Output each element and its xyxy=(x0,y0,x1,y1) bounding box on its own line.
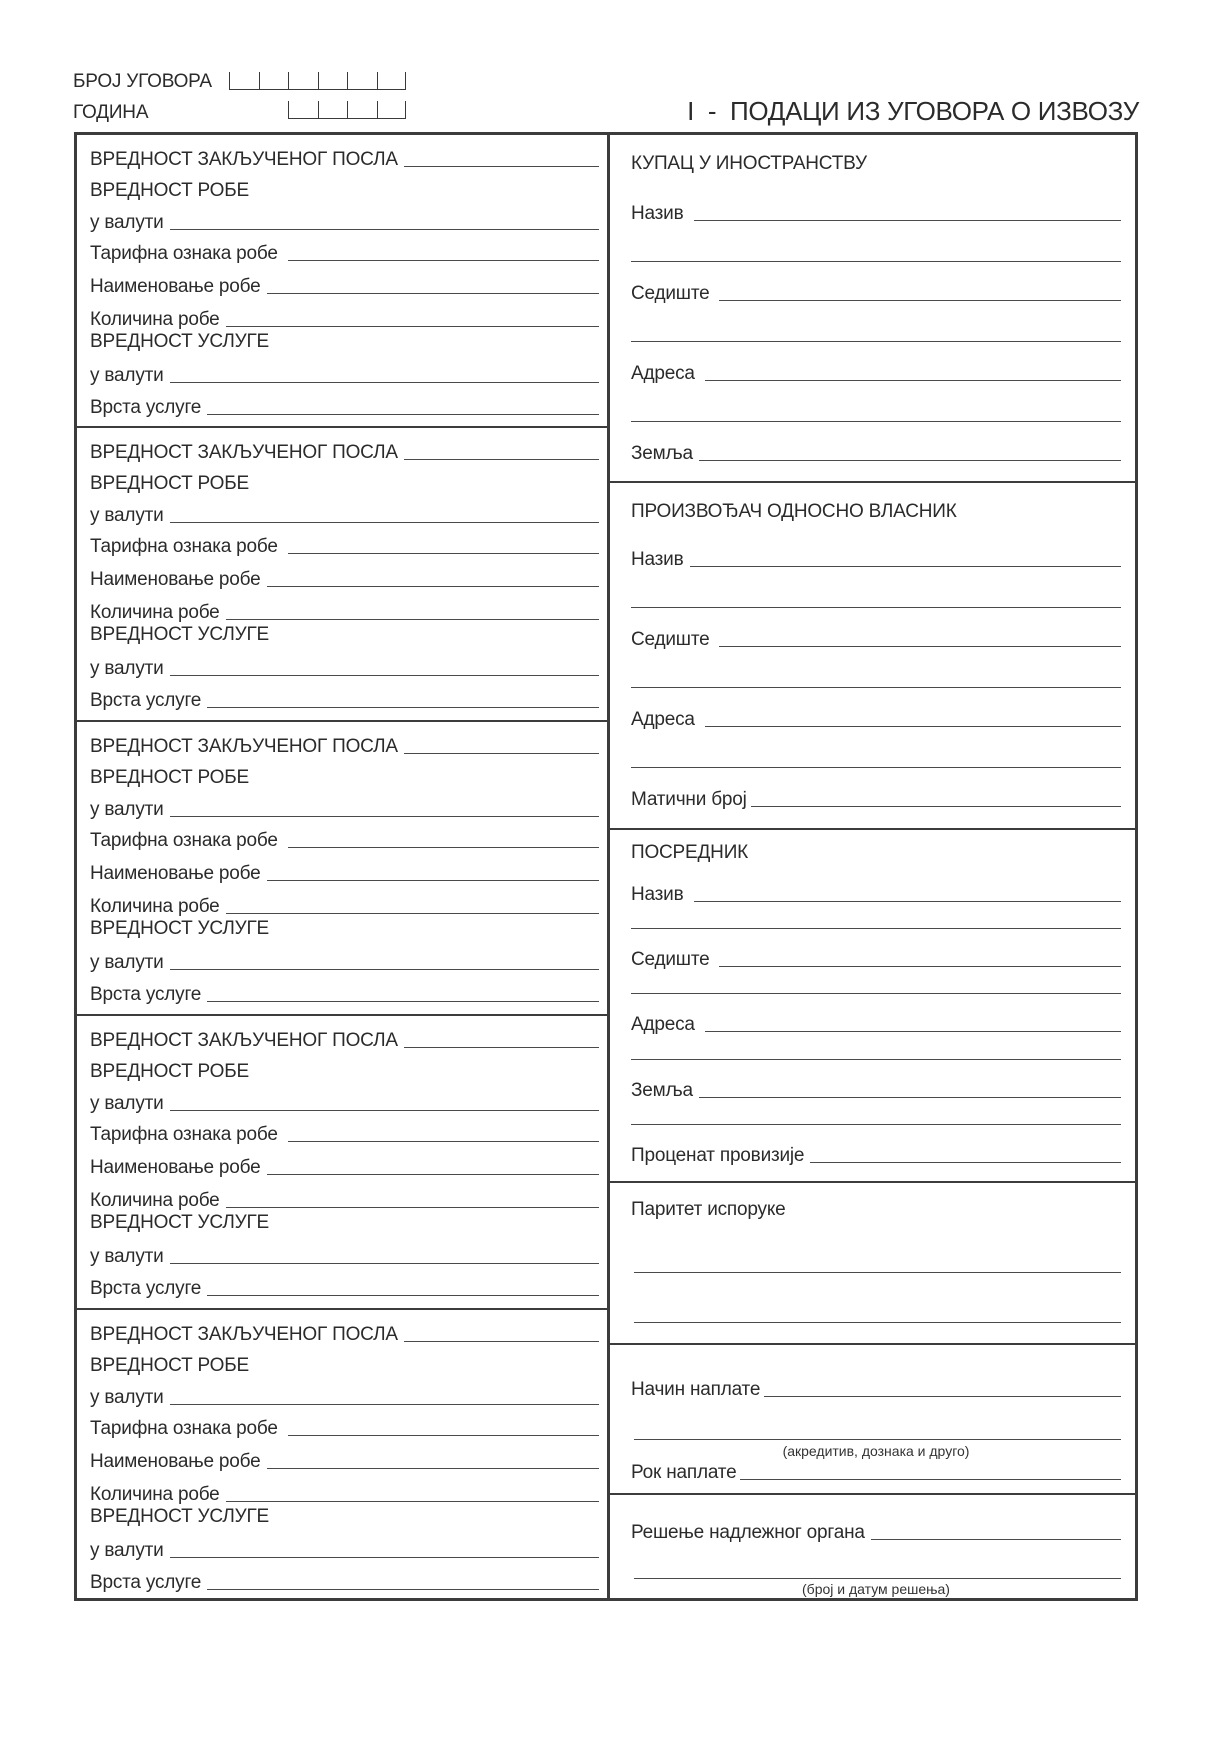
value-block-4 xyxy=(77,1016,607,1310)
goods-value-label: ВРЕДНОСТ РОБЕ xyxy=(90,767,249,788)
buyer-name-field-line2[interactable] xyxy=(631,261,1121,262)
producer-address-field-line2[interactable] xyxy=(631,767,1121,768)
value-block-3 xyxy=(77,722,607,1016)
goods-value-label: ВРЕДНОСТ РОБЕ xyxy=(90,180,249,201)
buyer-seat-field-line2[interactable] xyxy=(631,341,1121,342)
producer-heading: ПРОИЗВОЂАЧ ОДНОСНО ВЛАСНИК xyxy=(631,501,957,522)
tariff-code-label: Тарифна ознака робе xyxy=(90,830,278,851)
payment-term-field[interactable] xyxy=(740,1479,1121,1480)
authority-decision-label: Решење надлежног органа xyxy=(631,1522,865,1543)
value-block-1 xyxy=(77,135,607,428)
goods-value-label: ВРЕДНОСТ РОБЕ xyxy=(90,1061,249,1082)
producer-seat-label: Седиште xyxy=(631,629,710,650)
service-currency-field[interactable] xyxy=(170,675,599,676)
producer-seat-field-line2[interactable] xyxy=(631,687,1121,688)
delivery-parity-label: Паритет испоруке xyxy=(631,1199,786,1220)
producer-name-label: Назив xyxy=(631,549,684,570)
form-frame xyxy=(74,132,1138,1601)
tariff-code-label: Тарифна ознака робе xyxy=(90,536,278,557)
goods-quantity-label: Количина робе xyxy=(90,896,220,917)
goods-name-label: Наименовање робе xyxy=(90,1451,261,1472)
goods-currency-field[interactable] xyxy=(170,1110,599,1111)
tariff-code-field[interactable] xyxy=(288,1141,599,1142)
page-title: I - ПОДАЦИ ИЗ УГОВОРА О ИЗВОЗУ xyxy=(687,96,1139,126)
intermediary-heading: ПОСРЕДНИК xyxy=(631,842,749,863)
authority-decision-section xyxy=(609,1495,1135,1599)
year-digit[interactable] xyxy=(288,101,318,119)
goods-name-field[interactable] xyxy=(267,1468,600,1469)
payment-method-field[interactable] xyxy=(764,1396,1121,1397)
value-block-5 xyxy=(77,1310,607,1604)
deal-value-label: ВРЕДНОСТ ЗАКЉУЧЕНОГ ПОСЛА xyxy=(90,1030,398,1051)
goods-quantity-label: Количина робе xyxy=(90,1484,220,1505)
intermediary-address-label: Адреса xyxy=(631,1014,695,1035)
goods-currency-field[interactable] xyxy=(170,522,599,523)
buyer-address-field-line2[interactable] xyxy=(631,421,1121,422)
intermediary-name-field[interactable] xyxy=(694,901,1122,902)
buyer-address-label: Адреса xyxy=(631,363,695,384)
delivery-parity-field-line1[interactable] xyxy=(634,1272,1121,1273)
buyer-seat-label: Седиште xyxy=(631,283,710,304)
contract-number-digit[interactable] xyxy=(377,72,407,90)
authority-decision-field-line2[interactable] xyxy=(634,1578,1121,1579)
service-type-field[interactable] xyxy=(207,414,599,415)
buyer-name-field[interactable] xyxy=(694,220,1122,221)
goods-name-field[interactable] xyxy=(267,293,600,294)
goods-currency-label: у валути xyxy=(90,1093,164,1114)
service-type-field[interactable] xyxy=(207,1295,599,1296)
goods-quantity-field[interactable] xyxy=(226,913,599,914)
deal-value-field[interactable] xyxy=(404,459,599,460)
goods-name-label: Наименовање робе xyxy=(90,863,261,884)
goods-name-label: Наименовање робе xyxy=(90,276,261,297)
buyer-seat-field[interactable] xyxy=(719,300,1121,301)
service-currency-label: у валути xyxy=(90,658,164,679)
payment-method-field-line2[interactable] xyxy=(634,1439,1121,1440)
tariff-code-label: Тарифна ознака робе xyxy=(90,1418,278,1439)
tariff-code-field[interactable] xyxy=(288,1435,599,1436)
service-value-label: ВРЕДНОСТ УСЛУГЕ xyxy=(90,918,270,939)
goods-name-field[interactable] xyxy=(267,880,600,881)
producer-reg-number-label: Матични број xyxy=(631,789,747,810)
goods-quantity-field[interactable] xyxy=(226,326,599,327)
service-type-label: Врста услуге xyxy=(90,397,202,418)
goods-currency-field[interactable] xyxy=(170,1404,599,1405)
service-type-field[interactable] xyxy=(207,707,599,708)
year-label: ГОДИНА xyxy=(73,102,149,123)
goods-currency-label: у валути xyxy=(90,799,164,820)
service-type-label: Врста услуге xyxy=(90,1572,202,1593)
value-block-2 xyxy=(77,428,607,722)
buyer-address-field[interactable] xyxy=(705,380,1121,381)
year-digit[interactable] xyxy=(347,101,377,119)
deal-value-label: ВРЕДНОСТ ЗАКЉУЧЕНОГ ПОСЛА xyxy=(90,149,398,170)
tariff-code-label: Тарифна ознака робе xyxy=(90,243,278,264)
producer-name-field-line2[interactable] xyxy=(631,607,1121,608)
producer-section xyxy=(609,483,1135,830)
service-currency-field[interactable] xyxy=(170,1557,599,1558)
tariff-code-field[interactable] xyxy=(288,260,599,261)
service-type-label: Врста услуге xyxy=(90,690,202,711)
service-value-label: ВРЕДНОСТ УСЛУГЕ xyxy=(90,624,270,645)
intermediary-country-field-line2[interactable] xyxy=(631,1124,1121,1125)
goods-name-label: Наименовање робе xyxy=(90,1157,261,1178)
service-currency-field[interactable] xyxy=(170,382,599,383)
year-boxes[interactable] xyxy=(288,101,406,119)
payment-method-note: (акредитив, дознака и друго) xyxy=(782,1443,970,1459)
intermediary-seat-field-line2[interactable] xyxy=(631,993,1121,994)
deal-value-field[interactable] xyxy=(404,166,599,167)
goods-currency-field[interactable] xyxy=(170,816,599,817)
tariff-code-label: Тарифна ознака робе xyxy=(90,1124,278,1145)
service-currency-label: у валути xyxy=(90,952,164,973)
authority-decision-field[interactable] xyxy=(871,1539,1121,1540)
goods-value-label: ВРЕДНОСТ РОБЕ xyxy=(90,1355,249,1376)
buyer-section xyxy=(609,135,1135,483)
contract-number-label: БРОЈ УГОВОРА xyxy=(73,71,212,92)
year-digit[interactable] xyxy=(318,101,348,119)
service-value-label: ВРЕДНОСТ УСЛУГЕ xyxy=(90,1506,270,1527)
producer-address-label: Адреса xyxy=(631,709,695,730)
service-currency-label: у валути xyxy=(90,1246,164,1267)
service-value-label: ВРЕДНОСТ УСЛУГЕ xyxy=(90,1212,270,1233)
goods-currency-field[interactable] xyxy=(170,229,599,230)
contract-number-digit[interactable] xyxy=(259,72,289,90)
delivery-parity-field-line2[interactable] xyxy=(634,1322,1121,1323)
intermediary-name-field-line2[interactable] xyxy=(631,928,1121,929)
goods-currency-label: у валути xyxy=(90,1387,164,1408)
delivery-parity-section xyxy=(609,1183,1135,1345)
contract-number-digit[interactable] xyxy=(288,72,318,90)
deal-value-field[interactable] xyxy=(404,1341,599,1342)
deal-value-field[interactable] xyxy=(404,753,599,754)
commission-label: Проценат провизије xyxy=(631,1145,805,1166)
goods-quantity-label: Количина робе xyxy=(90,1190,220,1211)
goods-currency-label: у валути xyxy=(90,212,164,233)
deal-value-label: ВРЕДНОСТ ЗАКЉУЧЕНОГ ПОСЛА xyxy=(90,736,398,757)
service-currency-field[interactable] xyxy=(170,1263,599,1264)
goods-name-field[interactable] xyxy=(267,586,600,587)
goods-quantity-label: Количина робе xyxy=(90,309,220,330)
year-digit[interactable] xyxy=(377,101,407,119)
intermediary-country-field[interactable] xyxy=(699,1097,1121,1098)
intermediary-address-field-line2[interactable] xyxy=(631,1059,1121,1060)
intermediary-seat-label: Седиште xyxy=(631,949,710,970)
goods-quantity-field[interactable] xyxy=(226,1501,599,1502)
contract-number-digit[interactable] xyxy=(229,72,259,90)
service-value-label: ВРЕДНОСТ УСЛУГЕ xyxy=(90,331,270,352)
authority-decision-note: (број и датум решења) xyxy=(802,1581,950,1597)
service-type-field[interactable] xyxy=(207,1001,599,1002)
tariff-code-field[interactable] xyxy=(288,847,599,848)
buyer-name-label: Назив xyxy=(631,203,684,224)
payment-section xyxy=(609,1345,1135,1495)
service-currency-label: у валути xyxy=(90,1540,164,1561)
producer-name-field[interactable] xyxy=(690,566,1122,567)
contract-number-digit[interactable] xyxy=(347,72,377,90)
intermediary-name-label: Назив xyxy=(631,884,684,905)
producer-reg-number-field[interactable] xyxy=(751,806,1121,807)
service-type-field[interactable] xyxy=(207,1589,599,1590)
goods-quantity-field[interactable] xyxy=(226,619,599,620)
service-type-label: Врста услуге xyxy=(90,1278,202,1299)
contract-number-digit[interactable] xyxy=(318,72,348,90)
goods-currency-label: у валути xyxy=(90,505,164,526)
tariff-code-field[interactable] xyxy=(288,553,599,554)
goods-quantity-label: Количина робе xyxy=(90,602,220,623)
producer-seat-field[interactable] xyxy=(719,646,1121,647)
service-currency-field[interactable] xyxy=(170,969,599,970)
intermediary-address-field[interactable] xyxy=(705,1031,1121,1032)
goods-quantity-field[interactable] xyxy=(226,1207,599,1208)
buyer-country-label: Земља xyxy=(631,443,693,464)
deal-value-label: ВРЕДНОСТ ЗАКЉУЧЕНОГ ПОСЛА xyxy=(90,1324,398,1345)
payment-method-label: Начин наплате xyxy=(631,1379,761,1400)
commission-field[interactable] xyxy=(810,1162,1121,1163)
buyer-heading: КУПАЦ У ИНОСТРАНСТВУ xyxy=(631,153,867,174)
service-type-label: Врста услуге xyxy=(90,984,202,1005)
buyer-country-field[interactable] xyxy=(699,460,1121,461)
payment-term-label: Рок наплате xyxy=(631,1462,737,1483)
goods-value-label: ВРЕДНОСТ РОБЕ xyxy=(90,473,249,494)
producer-address-field[interactable] xyxy=(705,726,1121,727)
intermediary-seat-field[interactable] xyxy=(719,966,1121,967)
intermediary-section xyxy=(609,830,1135,1183)
deal-value-field[interactable] xyxy=(404,1047,599,1048)
parties-column xyxy=(609,135,1135,1598)
contract-values-column xyxy=(77,135,607,1598)
service-currency-label: у валути xyxy=(90,365,164,386)
intermediary-country-label: Земља xyxy=(631,1080,693,1101)
contract-number-boxes[interactable] xyxy=(229,72,406,90)
deal-value-label: ВРЕДНОСТ ЗАКЉУЧЕНОГ ПОСЛА xyxy=(90,442,398,463)
goods-name-field[interactable] xyxy=(267,1174,600,1175)
goods-name-label: Наименовање робе xyxy=(90,569,261,590)
